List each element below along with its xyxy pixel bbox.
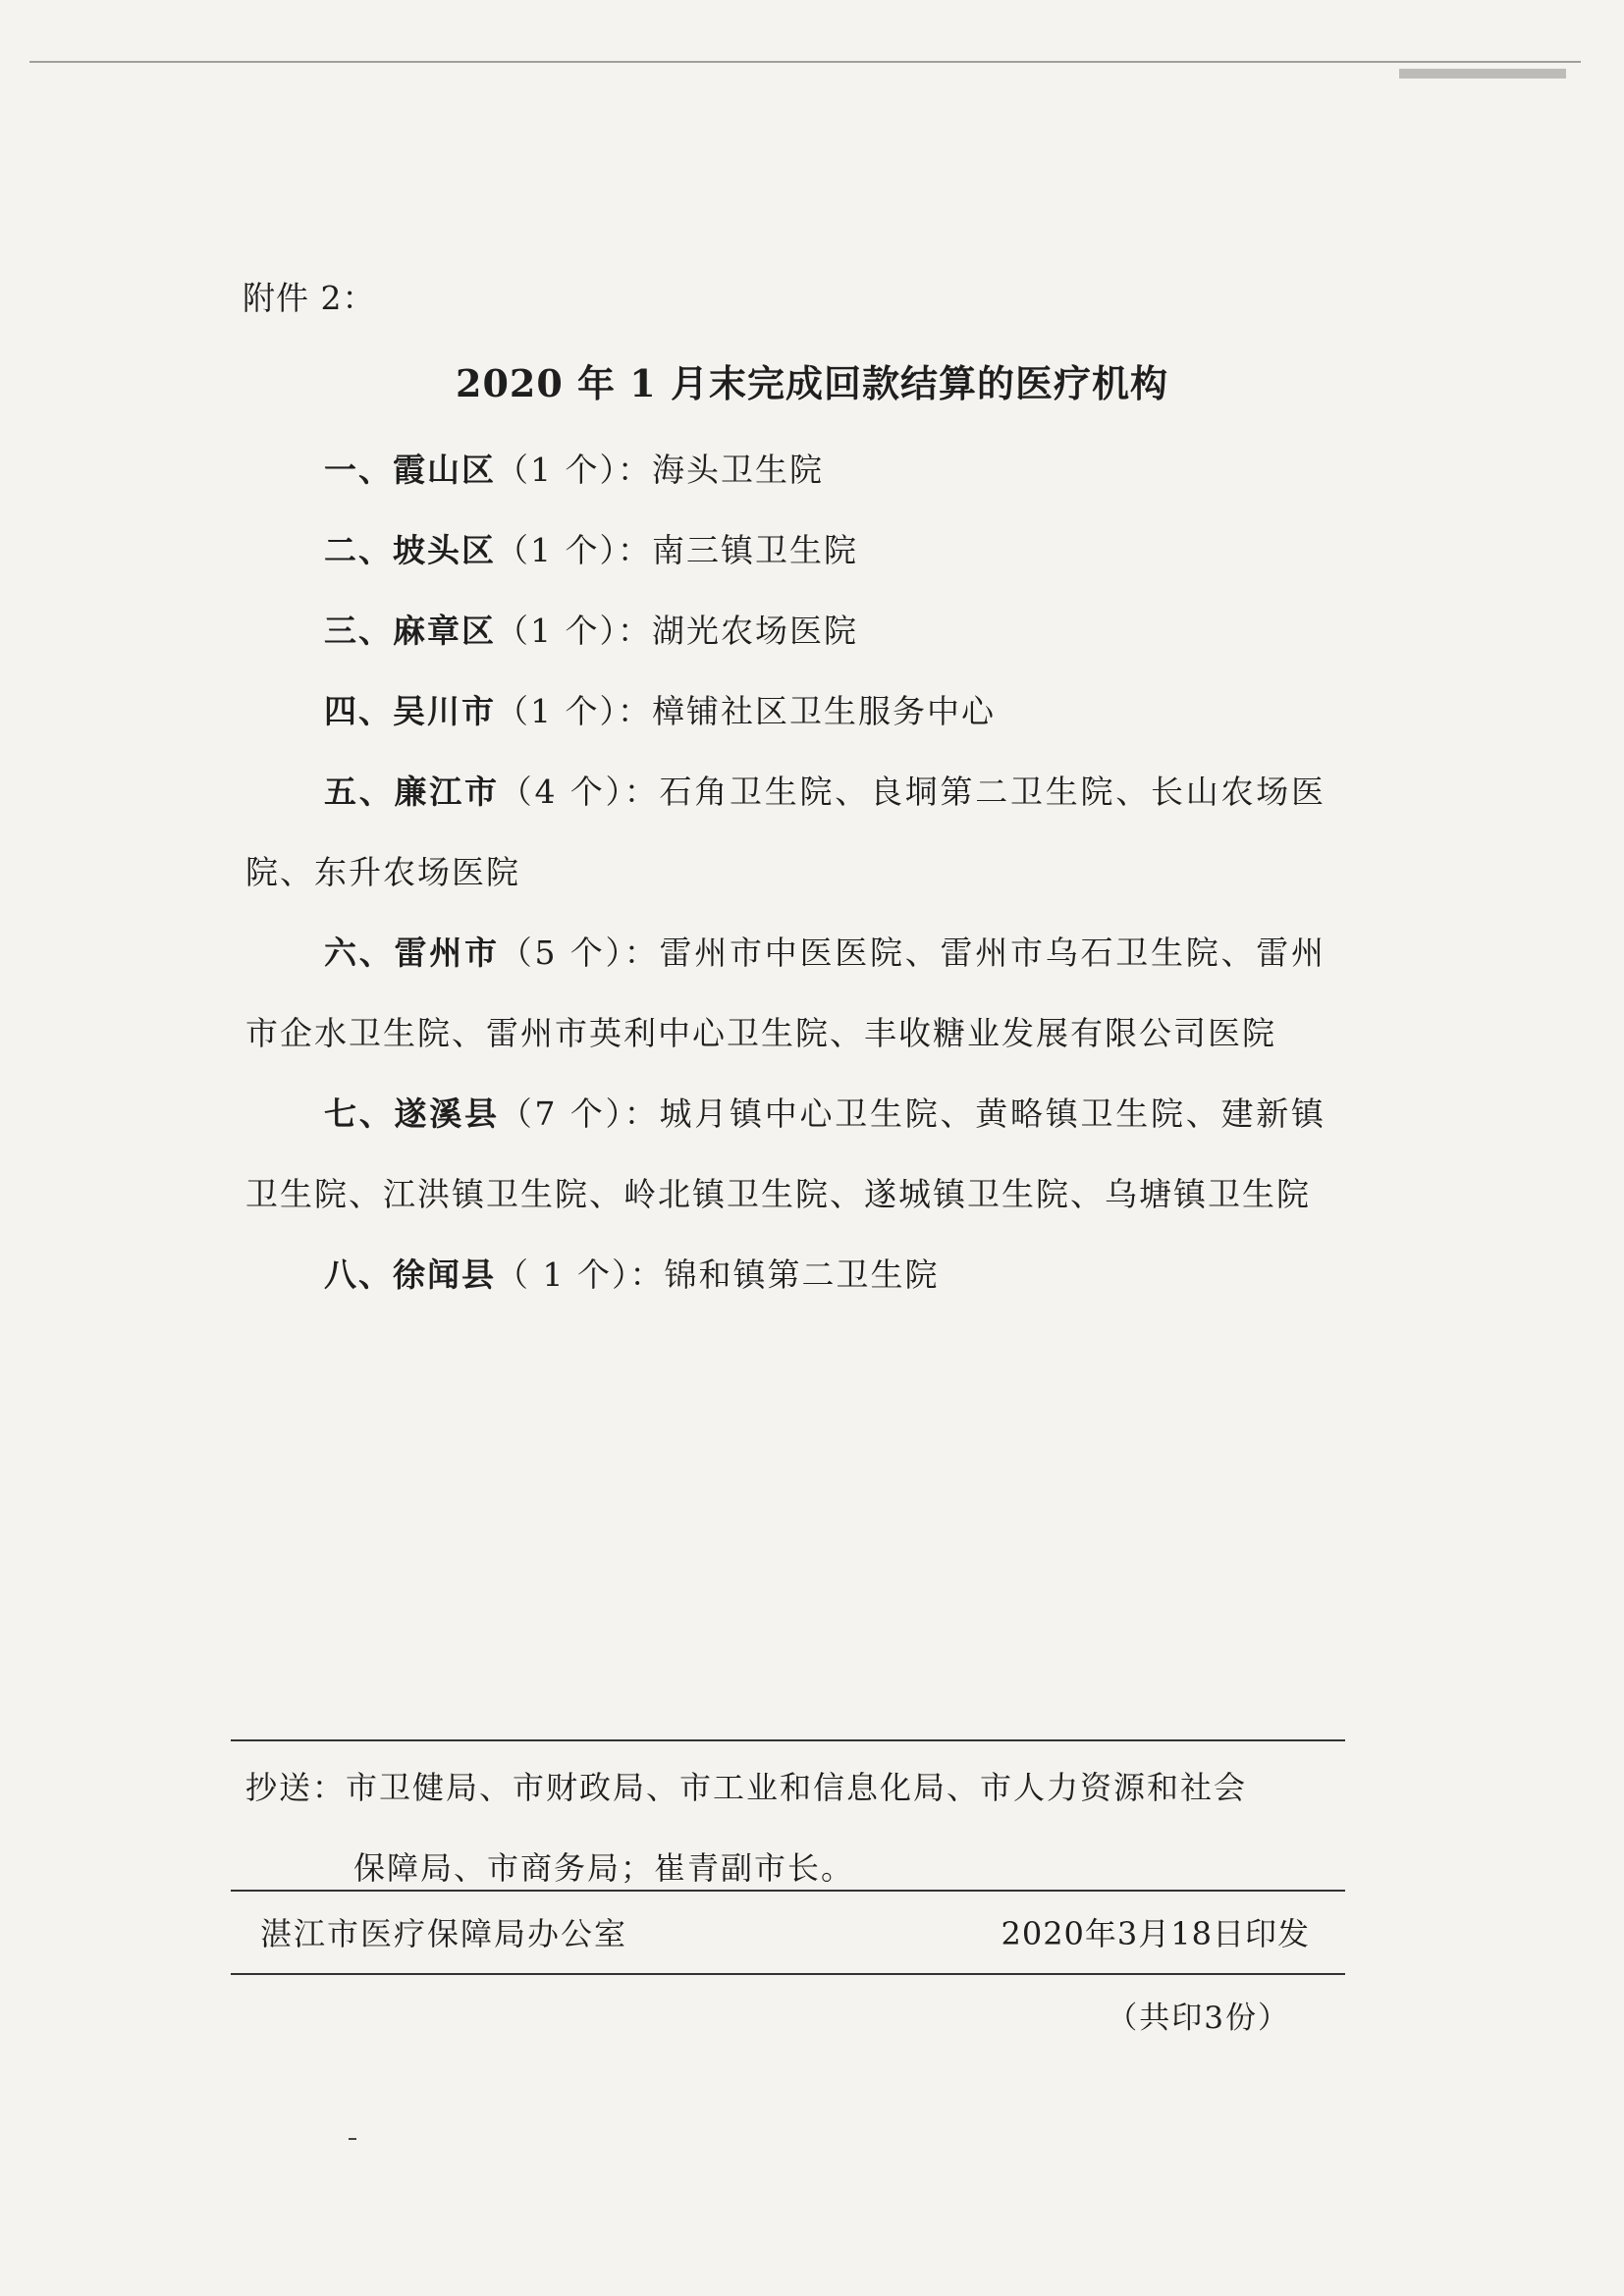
district-name: 八、徐闻县 [324, 1255, 496, 1294]
issue-date: 2020年3月18日印发 [1001, 1915, 1310, 1952]
district-count: （5 个）： [499, 934, 660, 972]
district-name: 二、坡头区 [324, 531, 496, 569]
list-item [245, 510, 1326, 591]
institution-names: 樟铺社区卫生服务中心 [652, 692, 996, 730]
cc-line: 抄送：市卫健局、市财政局、市工业和信息化局、市人力资源和社会 [245, 1769, 1248, 1806]
list-item [245, 913, 1326, 1074]
district-name: 一、霞山区 [324, 451, 496, 489]
list-item [245, 430, 1326, 510]
institution-names: 锦和镇第二卫生院 [664, 1255, 940, 1294]
institution-names: 石角卫生院、良垌第二卫生院、长山农场医院、东升农场医院 [245, 773, 1326, 891]
list-item [245, 752, 1326, 913]
list-item [245, 591, 1326, 671]
attachment-label: 附件 2： [243, 279, 376, 317]
list-item [245, 671, 1326, 752]
scan-top-rule [29, 61, 1581, 63]
district-count: （4 个）： [499, 773, 660, 811]
district-name: 七、遂溪县 [324, 1095, 500, 1133]
copies-note: （共印3份） [1107, 2001, 1290, 2036]
footer-divider-middle [231, 1890, 1345, 1892]
district-count: （1 个）： [496, 692, 652, 730]
district-name: 三、麻章区 [324, 612, 496, 650]
list-item [245, 1235, 1326, 1315]
list-item [245, 1074, 1326, 1235]
institution-names: 湖光农场医院 [652, 612, 858, 650]
institution-names: 海头卫生院 [652, 451, 824, 489]
district-count: （7 个）： [499, 1095, 660, 1133]
institution-names: 雷州市中医医院、雷州市乌石卫生院、雷州市企水卫生院、雷州市英利中心卫生院、丰收糖业发展有限公司医院 [245, 934, 1326, 1052]
document-title: 2020 年 1 月末完成回款结算的医疗机构 [456, 361, 1168, 405]
district-count: （ 1 个）： [496, 1255, 665, 1294]
district-name: 五、廉江市 [324, 773, 500, 811]
scan-artifact [1399, 69, 1566, 79]
district-count: （1 个）： [496, 531, 652, 569]
cc-block [245, 1747, 1335, 1908]
scan-speck [349, 2138, 356, 2140]
footer-divider-bottom [231, 1973, 1345, 1975]
issuer: 湛江市医疗保障局办公室 [260, 1915, 628, 1952]
district-name: 六、雷州市 [324, 934, 500, 972]
district-count: （1 个）： [496, 612, 652, 650]
cc-line: 保障局、市商务局；崔青副市长。 [353, 1849, 855, 1887]
footer-divider-top [231, 1739, 1345, 1741]
institution-names: 城月镇中心卫生院、黄略镇卫生院、建新镇卫生院、江洪镇卫生院、岭北镇卫生院、遂城镇卫生院、乌塘镇卫生院 [245, 1095, 1326, 1213]
district-count: （1 个）： [496, 451, 652, 489]
institution-names: 南三镇卫生院 [652, 531, 858, 569]
district-name: 四、吴川市 [324, 692, 496, 730]
institution-list [245, 430, 1326, 1315]
